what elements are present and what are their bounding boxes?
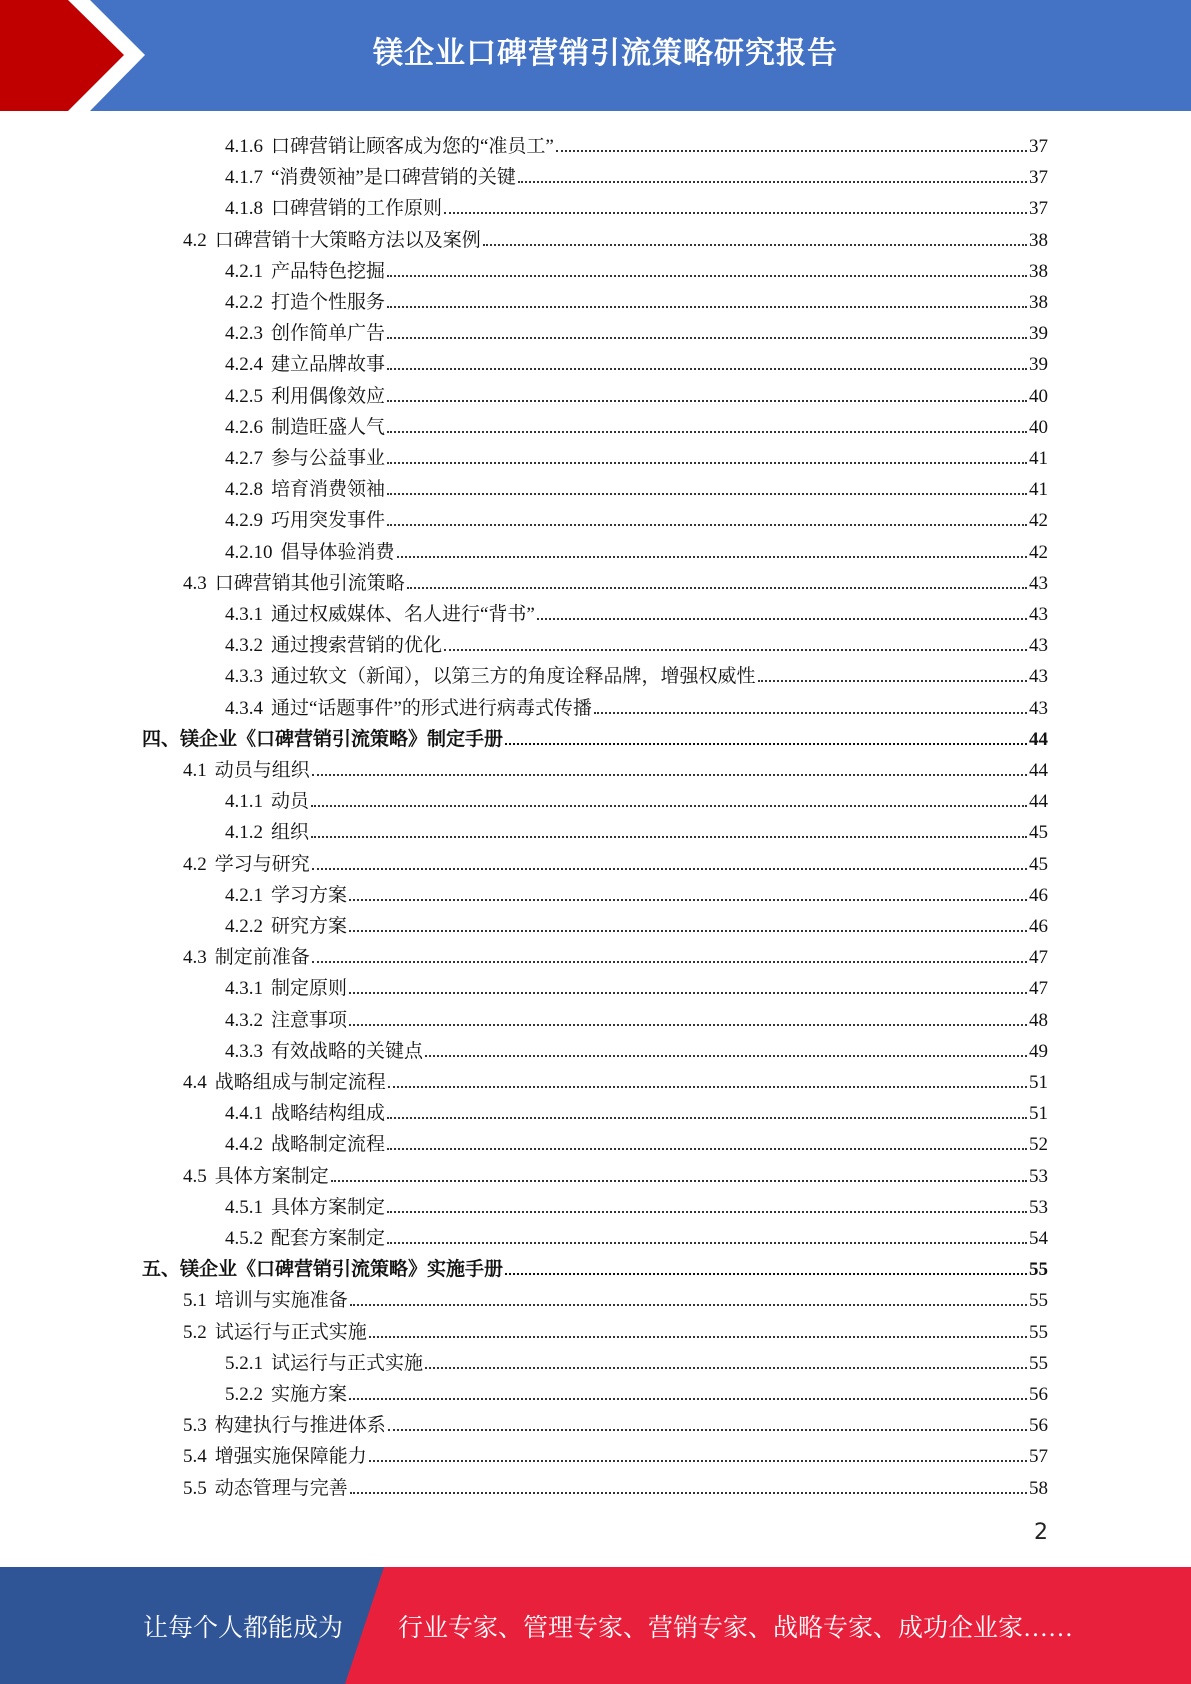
toc-entry-number: 4.1.8 xyxy=(225,198,263,220)
toc-entry-page: 37 xyxy=(1029,167,1048,189)
toc-entry[interactable] xyxy=(183,938,1048,969)
toc-entry-page: 43 xyxy=(1029,572,1048,594)
toc-entry-page: 54 xyxy=(1029,1228,1048,1249)
toc-entry-title: 动员与组织 xyxy=(214,760,310,781)
toc-entry[interactable] xyxy=(225,782,1048,813)
report-title: 镁企业口碑营销引流策略研究报告 xyxy=(373,36,838,71)
toc-entry-number: 4.2.5 xyxy=(225,385,263,407)
toc-entry-title: 具体方案制定 xyxy=(271,1196,386,1218)
toc-entry-page: 41 xyxy=(1029,448,1048,469)
toc-entry-page: 40 xyxy=(1029,385,1048,407)
toc-entry[interactable] xyxy=(225,1001,1048,1032)
toc-entry[interactable] xyxy=(225,283,1048,314)
toc-entry-title: 通过权威媒体、名人进行“背书” xyxy=(271,604,535,625)
toc-entry-number: 4.1.6 xyxy=(225,136,263,157)
toc-entry[interactable] xyxy=(225,1344,1048,1375)
toc-entry-page: 55 xyxy=(1029,1352,1048,1374)
toc-entry-page: 55 xyxy=(1029,1259,1048,1281)
toc-entry[interactable] xyxy=(225,876,1048,907)
toc-entry-title: 创作简单广告 xyxy=(271,323,386,345)
toc-entry[interactable] xyxy=(225,1094,1048,1125)
toc-entry-title: 巧用突发事件 xyxy=(271,510,386,532)
toc-entry[interactable] xyxy=(225,252,1048,283)
toc-dot-leader xyxy=(369,1460,1027,1462)
toc-entry-number: 5.3 xyxy=(183,1415,207,1437)
toc-entry[interactable] xyxy=(225,969,1048,1000)
toc-dot-leader xyxy=(349,992,1027,994)
toc-entry[interactable] xyxy=(225,1125,1048,1156)
toc-entry-page: 37 xyxy=(1029,198,1048,220)
toc-entry-page: 46 xyxy=(1029,884,1048,906)
toc-dot-leader xyxy=(397,556,1027,558)
toc-entry-title: 动态管理与完善 xyxy=(214,1477,348,1499)
toc-dot-leader xyxy=(388,1429,1027,1431)
toc-dot-leader xyxy=(350,1492,1027,1494)
toc-entry[interactable] xyxy=(225,189,1048,220)
toc-entry-title: 参与公益事业 xyxy=(271,448,386,469)
toc-dot-leader xyxy=(311,805,1027,807)
toc-entry[interactable] xyxy=(142,720,1048,751)
toc-entry-title: 四、镁企业《口碑营销引流策略》制定手册 xyxy=(142,728,504,750)
toc-entry-title: 试运行与正式实施 xyxy=(214,1321,367,1343)
toc-entry[interactable] xyxy=(225,439,1048,470)
toc-entry-number: 4.4.2 xyxy=(225,1134,263,1156)
toc-entry-number: 4.1.2 xyxy=(225,822,263,844)
toc-entry-title: 战略组成与制定流程 xyxy=(214,1072,386,1093)
toc-dot-leader xyxy=(387,1148,1027,1150)
toc-dot-leader xyxy=(312,774,1027,776)
toc-entry-number: 4.3.1 xyxy=(225,978,263,1000)
toc-entry-page: 56 xyxy=(1029,1384,1048,1405)
toc-entry[interactable] xyxy=(225,314,1048,345)
toc-dot-leader xyxy=(387,337,1027,339)
toc-dot-leader xyxy=(556,150,1027,152)
toc-dot-leader xyxy=(505,743,1027,745)
toc-entry-number: 4.2 xyxy=(183,853,207,875)
toc-entry-title: 战略结构组成 xyxy=(271,1103,386,1125)
toc-entry-title: 建立品牌故事 xyxy=(271,354,386,376)
toc-dot-leader xyxy=(483,244,1027,246)
toc-entry-page: 43 xyxy=(1029,697,1048,719)
toc-entry-number: 4.1.1 xyxy=(225,791,263,813)
toc-dot-leader xyxy=(349,1024,1027,1026)
toc-entry-number: 5.2 xyxy=(183,1321,207,1343)
toc-entry-page: 57 xyxy=(1029,1446,1048,1468)
toc-entry-title: 通过搜索营销的优化 xyxy=(271,635,443,657)
toc-dot-leader xyxy=(758,680,1027,682)
toc-entry[interactable] xyxy=(183,1469,1048,1500)
toc-entry-number: 4.2.3 xyxy=(225,323,263,345)
toc-dot-leader xyxy=(387,306,1027,308)
toc-entry-title: 战略制定流程 xyxy=(271,1134,386,1156)
toc-entry[interactable] xyxy=(183,1063,1048,1094)
toc-dot-leader xyxy=(349,1398,1027,1400)
toc-entry[interactable] xyxy=(183,845,1048,876)
toc-entry-number: 4.3.1 xyxy=(225,604,263,625)
toc-entry-page: 42 xyxy=(1029,541,1048,563)
toc-entry-page: 43 xyxy=(1029,635,1048,657)
footer-slogan-left: 让每个人都能成为 xyxy=(143,1614,344,1642)
toc-entry-title: 培训与实施准备 xyxy=(214,1290,348,1312)
toc-dot-leader xyxy=(387,400,1027,402)
toc-dot-leader xyxy=(350,1304,1027,1306)
toc-entry-title: 制造旺盛人气 xyxy=(271,416,386,438)
toc-dot-leader xyxy=(331,1180,1027,1182)
toc-entry-page: 43 xyxy=(1029,666,1048,688)
toc-entry-title: 制定前准备 xyxy=(214,947,310,969)
page-header xyxy=(0,0,1191,111)
toc-dot-leader xyxy=(425,1367,1027,1369)
toc-entry-number: 4.2.10 xyxy=(225,541,273,563)
toc-entry[interactable] xyxy=(225,408,1048,439)
toc-dot-leader xyxy=(505,1273,1027,1275)
toc-entry-title: 学习与研究 xyxy=(214,853,310,875)
toc-entry[interactable] xyxy=(225,158,1048,189)
toc-entry-number: 4.3.2 xyxy=(225,1009,263,1031)
toc-entry-title: 培育消费领袖 xyxy=(271,479,386,501)
toc-entry-page: 44 xyxy=(1029,760,1048,781)
toc-entry-number: 4.2.2 xyxy=(225,292,263,313)
toc-entry-page: 46 xyxy=(1029,916,1048,937)
toc-entry-number: 4.5.2 xyxy=(225,1228,263,1249)
toc-entry-number: 4.2.4 xyxy=(225,354,263,376)
toc-entry-number: 4.1.7 xyxy=(225,167,263,189)
toc-entry[interactable] xyxy=(225,595,1048,626)
toc-dot-leader xyxy=(387,275,1027,277)
toc-entry-number: 4.2.2 xyxy=(225,916,263,937)
toc-entry-title: 配套方案制定 xyxy=(271,1228,386,1249)
toc-entry-title: 产品特色挖掘 xyxy=(271,260,386,282)
toc-entry-number: 4.3 xyxy=(183,947,207,969)
toc-entry-number: 4.4 xyxy=(183,1072,207,1093)
toc-entry[interactable] xyxy=(225,533,1048,564)
toc-entry[interactable] xyxy=(183,1313,1048,1344)
toc-entry[interactable] xyxy=(183,1437,1048,1468)
toc-dot-leader xyxy=(407,587,1027,589)
toc-entry-page: 55 xyxy=(1029,1321,1048,1343)
toc-entry-title: 口碑营销十大策略方法以及案例 xyxy=(214,229,481,251)
toc-entry[interactable] xyxy=(225,470,1048,501)
toc-entry[interactable] xyxy=(142,1250,1048,1281)
toc-entry[interactable] xyxy=(225,1219,1048,1250)
toc-entry-number: 5.2.2 xyxy=(225,1384,263,1405)
toc-entry-page: 49 xyxy=(1029,1040,1048,1062)
toc-entry-page: 51 xyxy=(1029,1103,1048,1125)
toc-entry[interactable] xyxy=(183,221,1048,252)
toc-dot-leader xyxy=(537,618,1027,620)
toc-dot-leader xyxy=(444,212,1027,214)
toc-entry-title: 注意事项 xyxy=(271,1009,348,1031)
toc-entry-title: 学习方案 xyxy=(271,884,348,906)
toc-entry-page: 48 xyxy=(1029,1009,1048,1031)
toc-entry-title: 通过“话题事件”的形式进行病毒式传播 xyxy=(271,697,592,719)
toc-dot-leader xyxy=(387,493,1027,495)
toc-dot-leader xyxy=(387,524,1027,526)
footer-slogan-right: 行业专家、管理专家、营销专家、战略专家、成功企业家…… xyxy=(398,1614,1074,1642)
toc-entry[interactable] xyxy=(183,564,1048,595)
toc-entry-number: 4.2.7 xyxy=(225,448,263,469)
page-number: 2 xyxy=(1034,1520,1048,1545)
toc-dot-leader xyxy=(312,961,1027,963)
toc-entry-page: 55 xyxy=(1029,1290,1048,1312)
toc-entry[interactable] xyxy=(225,1188,1048,1219)
toc-entry-title: 口碑营销的工作原则 xyxy=(271,198,443,220)
toc-entry-title: 具体方案制定 xyxy=(214,1165,329,1187)
toc-entry-page: 38 xyxy=(1029,229,1048,251)
toc-entry-page: 44 xyxy=(1029,728,1048,750)
toc-entry[interactable] xyxy=(225,501,1048,532)
toc-entry-page: 45 xyxy=(1029,853,1048,875)
toc-entry[interactable] xyxy=(225,127,1048,158)
toc-entry-number: 5.1 xyxy=(183,1290,207,1312)
toc-entry-number: 4.3.2 xyxy=(225,635,263,657)
toc-entry[interactable] xyxy=(225,1032,1048,1063)
toc-entry-title: 口碑营销其他引流策略 xyxy=(214,572,405,594)
toc-entry-title: 口碑营销让顾客成为您的“准员工” xyxy=(271,136,554,157)
toc-entry-number: 5.2.1 xyxy=(225,1352,263,1374)
toc-dot-leader xyxy=(349,930,1027,932)
toc-dot-leader xyxy=(387,368,1027,370)
toc-dot-leader xyxy=(425,1055,1027,1057)
toc-entry-page: 38 xyxy=(1029,260,1048,282)
toc-entry-title: 实施方案 xyxy=(271,1384,348,1405)
toc-entry[interactable] xyxy=(225,689,1048,720)
toc-entry-number: 4.2.8 xyxy=(225,479,263,501)
toc-entry-title: 研究方案 xyxy=(271,916,348,937)
page-footer xyxy=(0,1567,1191,1684)
toc-dot-leader xyxy=(594,712,1027,714)
toc-entry[interactable] xyxy=(225,345,1048,376)
toc-entry-page: 38 xyxy=(1029,292,1048,313)
toc-entry-number: 4.2.1 xyxy=(225,260,263,282)
toc-entry-number: 4.5 xyxy=(183,1165,207,1187)
toc-entry[interactable] xyxy=(183,1157,1048,1188)
toc-dot-leader xyxy=(369,1336,1027,1338)
toc-entry-page: 39 xyxy=(1029,354,1048,376)
toc-entry-page: 53 xyxy=(1029,1196,1048,1218)
toc-entry-title: 组织 xyxy=(271,822,310,844)
toc-entry-title: 倡导体验消费 xyxy=(280,541,395,563)
toc-entry-page: 40 xyxy=(1029,416,1048,438)
toc-entry-page: 51 xyxy=(1029,1072,1048,1093)
toc-entry-title: 制定原则 xyxy=(271,978,348,1000)
toc-entry-page: 58 xyxy=(1029,1477,1048,1499)
toc-entry-page: 37 xyxy=(1029,136,1048,157)
toc-entry-title: 动员 xyxy=(271,791,310,813)
toc-dot-leader xyxy=(388,1086,1027,1088)
toc-entry[interactable] xyxy=(225,377,1048,408)
toc-dot-leader xyxy=(387,1242,1027,1244)
toc-entry-number: 4.2.1 xyxy=(225,884,263,906)
toc-entry-number: 5.5 xyxy=(183,1477,207,1499)
toc-entry[interactable] xyxy=(225,1375,1048,1406)
toc-entry-number: 5.4 xyxy=(183,1446,207,1468)
toc-dot-leader xyxy=(518,181,1027,183)
toc-entry-number: 4.5.1 xyxy=(225,1196,263,1218)
toc-entry-page: 41 xyxy=(1029,479,1048,501)
toc-entry-page: 56 xyxy=(1029,1415,1048,1437)
toc-dot-leader xyxy=(387,1117,1027,1119)
toc-entry-page: 42 xyxy=(1029,510,1048,532)
toc-dot-leader xyxy=(312,868,1027,870)
toc-entry-title: 打造个性服务 xyxy=(271,292,386,313)
toc-entry-title: 试运行与正式实施 xyxy=(271,1352,424,1374)
toc-entry-title: 五、镁企业《口碑营销引流策略》实施手册 xyxy=(142,1259,504,1281)
toc-entry-number: 4.4.1 xyxy=(225,1103,263,1125)
toc-dot-leader xyxy=(387,462,1027,464)
toc-entry[interactable] xyxy=(183,1406,1048,1437)
toc-entry-number: 4.2.6 xyxy=(225,416,263,438)
toc-entry-title: 通过软文（新闻），以第三方的角度诠释品牌，增强权威性 xyxy=(271,666,756,688)
toc-dot-leader xyxy=(387,431,1027,433)
toc-entry-title: 构建执行与推进体系 xyxy=(214,1415,386,1437)
toc-dot-leader xyxy=(387,1211,1027,1213)
toc-entry-title: 有效战略的关键点 xyxy=(271,1040,424,1062)
toc-entry-page: 53 xyxy=(1029,1165,1048,1187)
toc-entry-number: 4.1 xyxy=(183,760,207,781)
toc-entry[interactable] xyxy=(225,813,1048,844)
toc-entry-page: 39 xyxy=(1029,323,1048,345)
toc-entry[interactable] xyxy=(183,751,1048,782)
toc-entry-page: 47 xyxy=(1029,947,1048,969)
toc-entry-title: 增强实施保障能力 xyxy=(214,1446,367,1468)
toc-entry-number: 4.3.3 xyxy=(225,1040,263,1062)
toc-entry-number: 4.2.9 xyxy=(225,510,263,532)
toc-entry-page: 43 xyxy=(1029,604,1048,625)
toc-entry-title: “消费领袖”是口碑营销的关键 xyxy=(271,167,516,189)
toc-dot-leader xyxy=(444,649,1027,651)
toc-entry-page: 45 xyxy=(1029,822,1048,844)
toc-entry[interactable] xyxy=(225,907,1048,938)
toc-entry-number: 4.3.4 xyxy=(225,697,263,719)
toc-dot-leader xyxy=(349,899,1027,901)
toc-dot-leader xyxy=(311,836,1027,838)
toc-entry-number: 4.3.3 xyxy=(225,666,263,688)
toc-entry-number: 4.2 xyxy=(183,229,207,251)
toc-entry[interactable] xyxy=(225,626,1048,657)
toc-entry-title: 利用偶像效应 xyxy=(271,385,386,407)
toc-entry-page: 52 xyxy=(1029,1134,1048,1156)
toc-entry-number: 4.3 xyxy=(183,572,207,594)
toc-entry-page: 47 xyxy=(1029,978,1048,1000)
toc-entry-page: 44 xyxy=(1029,791,1048,813)
toc-entry[interactable] xyxy=(225,657,1048,688)
toc-entry[interactable] xyxy=(183,1281,1048,1312)
